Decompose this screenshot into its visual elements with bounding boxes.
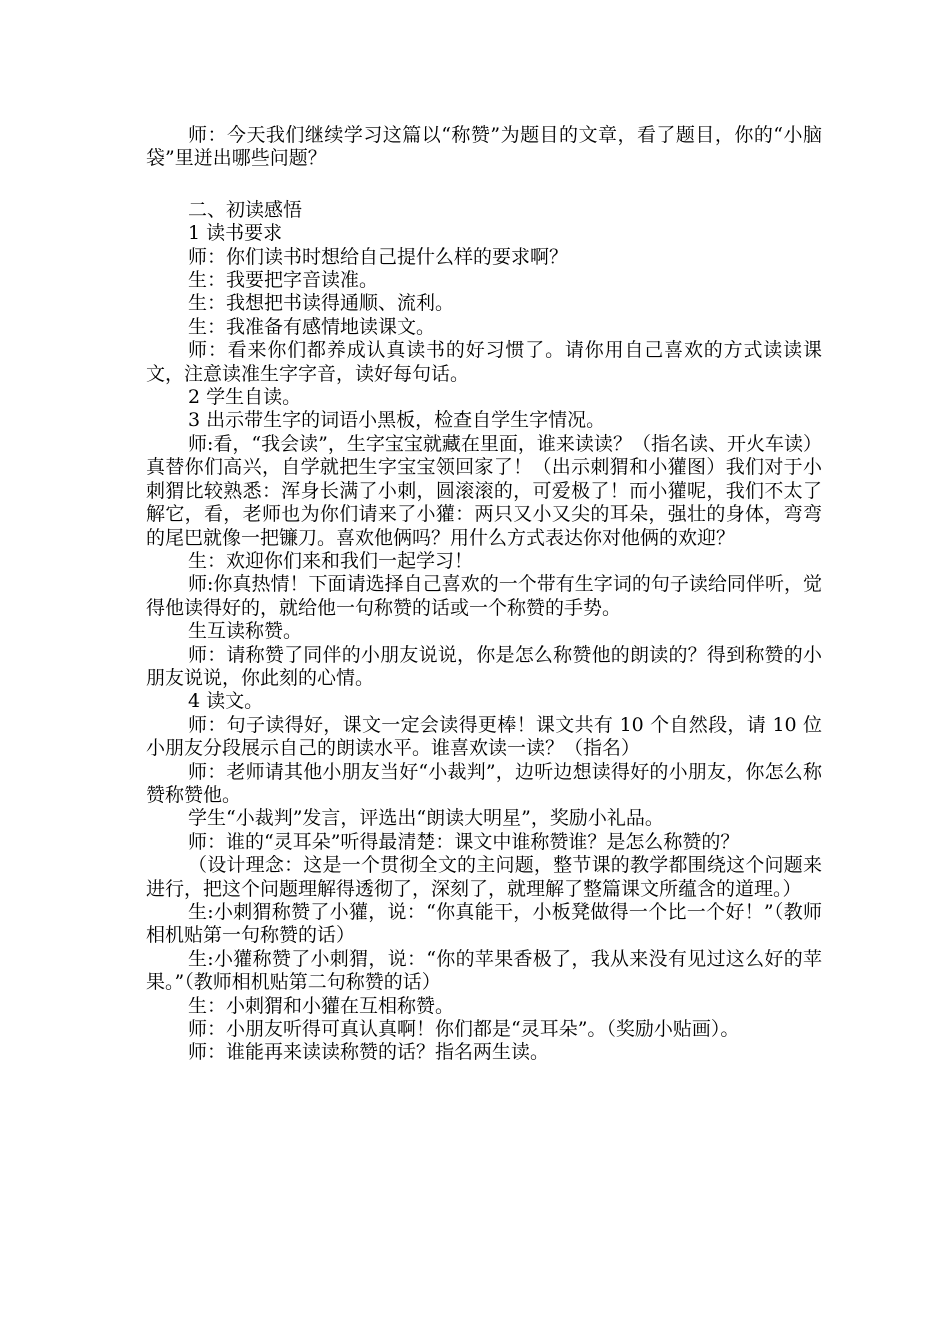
paragraph: 生：我想把书读得通顺、流利。 — [188, 292, 455, 315]
paragraph: 师：谁能再来读读称赞的话？指名两生读。 — [188, 1041, 550, 1064]
paragraph: 生：我要把字音读准。 — [188, 269, 379, 292]
paragraph: 师：你们读书时想给自己提什么样的要求啊？ — [188, 245, 569, 268]
paragraph: 学生“小裁判”发言，评选出“朗读大明星”，奖励小礼品。 — [188, 807, 664, 830]
paragraph: 生互读称赞。 — [188, 620, 303, 643]
paragraph: 师：看来你们都养成认真读书的好习惯了。请你用自己喜欢的方式读读课文，注意读准生字字音，读好每句话。 — [146, 339, 822, 385]
paragraph: 生：我准备有感情地读课文。 — [188, 315, 436, 338]
subheading-self-reading: 2 学生自读。 — [188, 386, 302, 409]
paragraph: 师：请称赞了同伴的小朋友说说，你是怎么称赞他的朗读的？得到称赞的小朋友说说，你此刻的心情。 — [146, 643, 822, 689]
section-heading: 二、初读感悟 — [188, 198, 303, 221]
paragraph: 师：句子读得好，课文一定会读得更棒！课文共有 10 个自然段，请 10 位小朋友分段展示自己的朗读水平。谁喜欢读一读？（指名） — [146, 713, 822, 760]
paragraph: 师：老师请其他小朋友当好“小裁判”，边听边想读得好的小朋友，你怎么称赞称赞他。 — [146, 760, 822, 806]
paragraph: 师:你真热情！下面请选择自己喜欢的一个带有生字词的句子读给同伴听，觉得他读得好的，就给他一句称赞的话或一个称赞的手势。 — [146, 573, 822, 619]
paragraph: 生:小獾称赞了小刺猬，说：“你的苹果香极了，我从来没有见过这么好的苹果。”（教师相机贴第二句称赞的话） — [146, 947, 822, 994]
paragraph: 生:小刺猬称赞了小獾，说：“你真能干，小板凳做得一个比一个好！”（教师相机贴第一句称赞的话） — [146, 901, 822, 947]
design-note: （设计理念：这是一个贯彻全文的主问题，整节课的教学都围绕这个问题来进行，把这个问题理解得透彻了，深刻了，就理解了整篇课文所蕴含的道理。） — [146, 854, 822, 900]
paragraph: 生：欢迎你们来和我们一起学习！ — [188, 549, 474, 572]
document-body — [146, 124, 822, 1065]
paragraph: 师:看，“我会读”，生字宝宝就藏在里面，谁来读读？（指名读、开火车读）真替你们高兴，自学就把生字宝宝领回家了！（出示刺猬和小獾图）我们对于小刺猬比较熟悉：浑身长满了小刺，圆滚滚的，可爱极了！而小獾呢，我们不太了解它，看，老师也为你们请来了小獾：两只又小又尖的耳朵，强壮的身体，弯弯的尾巴就像一把镰刀。喜欢他俩吗？用什么方式表达你对他俩的欢迎？ — [146, 432, 822, 549]
subheading-read-text: 4 读文。 — [188, 690, 264, 713]
paragraph: 师：小朋友听得可真认真啊！你们都是“灵耳朵”。（奖励小贴画）。 — [188, 1018, 740, 1041]
paragraph-intro-question: 师：今天我们继续学习这篇以“称赞”为题目的文章，看了题目，你的“小脑袋”里迸出哪些问题？ — [146, 124, 822, 170]
subheading-word-board: 3 出示带生字的词语小黑板，检查自学生字情况。 — [188, 409, 606, 432]
paragraph: 师：谁的“灵耳朵”听得最清楚：课文中谁称赞谁？是怎么称赞的？ — [188, 830, 740, 853]
subheading-reading-requirements: 1 读书要求 — [188, 222, 283, 245]
paragraph-gap — [146, 171, 822, 199]
paragraph: 生：小刺猬和小獾在互相称赞。 — [188, 994, 455, 1017]
